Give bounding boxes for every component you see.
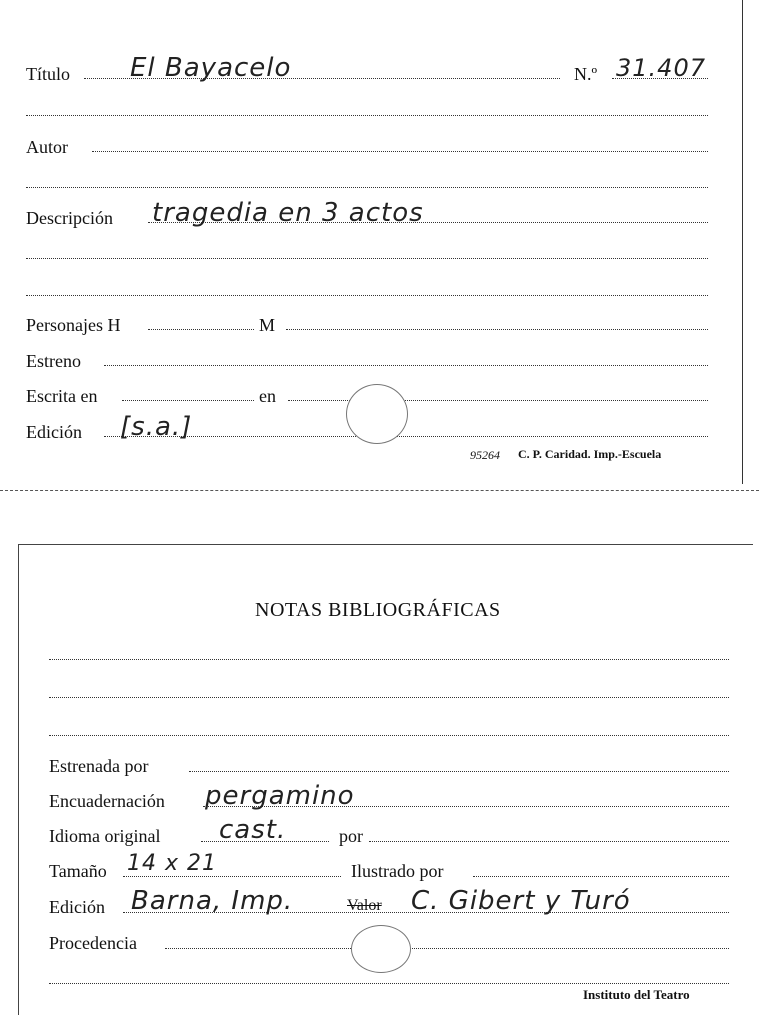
encuadernacion-value: pergamino — [205, 781, 355, 811]
blank-line — [26, 187, 708, 188]
tamano-line — [123, 876, 341, 877]
idioma-value: cast. — [219, 815, 287, 845]
tamano-value: 14 x 21 — [127, 851, 217, 876]
blank-line — [49, 735, 729, 736]
punch-hole — [346, 384, 408, 444]
blank-line — [26, 258, 708, 259]
estrenada-label: Estrenada por — [49, 757, 152, 775]
descripcion-label: Descripción — [26, 209, 117, 227]
edicion2-value-1: Barna, Imp. — [131, 886, 294, 916]
estreno-line — [104, 365, 708, 366]
por-label: por — [339, 827, 367, 845]
escrita-label: Escrita en — [26, 387, 101, 405]
personajes-label: Personajes H — [26, 316, 124, 334]
catalog-card-back — [18, 544, 753, 1015]
blank-line — [49, 659, 729, 660]
idioma-por-line — [369, 841, 729, 842]
blank-line — [26, 295, 708, 296]
autor-label: Autor — [26, 138, 72, 156]
numero-value: 31.407 — [616, 54, 706, 82]
punch-hole — [351, 925, 411, 973]
blank-line — [49, 983, 729, 984]
encuadernacion-label: Encuadernación — [49, 792, 169, 810]
descripcion-value: tragedia en 3 actos — [152, 198, 424, 228]
ilustrado-label: Ilustrado por — [351, 862, 447, 880]
notas-heading: NOTAS BIBLIOGRÁFICAS — [255, 599, 501, 621]
estrenada-line — [189, 771, 729, 772]
m-label: M — [259, 316, 279, 334]
titulo-label: Título — [26, 65, 74, 83]
idioma-label: Idioma original — [49, 827, 164, 845]
edicion-label: Edición — [26, 423, 86, 441]
autor-line — [92, 151, 708, 152]
tamano-label: Tamaño — [49, 862, 111, 880]
edicion-line — [104, 436, 708, 437]
printer-name: C. P. Caridad. Imp.-Escuela — [518, 447, 662, 461]
procedencia-label: Procedencia — [49, 934, 141, 952]
edicion2-struck: Valor — [347, 897, 382, 914]
catalog-card-front — [0, 0, 743, 484]
personajes-m-line — [286, 329, 708, 330]
institution-name: Instituto del Teatro — [583, 987, 690, 1002]
card-separator — [0, 490, 759, 491]
printer-code: 95264 — [470, 448, 500, 462]
escrita-line — [122, 400, 254, 401]
edicion-value: [s.a.] — [120, 412, 193, 442]
titulo-value: El Bayacelo — [130, 53, 292, 83]
procedencia-line — [165, 948, 729, 949]
edicion2-label: Edición — [49, 898, 109, 916]
ilustrado-line — [473, 876, 729, 877]
personajes-h-line — [148, 329, 254, 330]
en-label: en — [259, 387, 280, 405]
edicion2-value-2: C. Gibert y Turó — [411, 886, 631, 916]
numero-label: N.º — [574, 65, 601, 83]
blank-line — [26, 115, 708, 116]
estreno-label: Estreno — [26, 352, 85, 370]
blank-line — [49, 697, 729, 698]
